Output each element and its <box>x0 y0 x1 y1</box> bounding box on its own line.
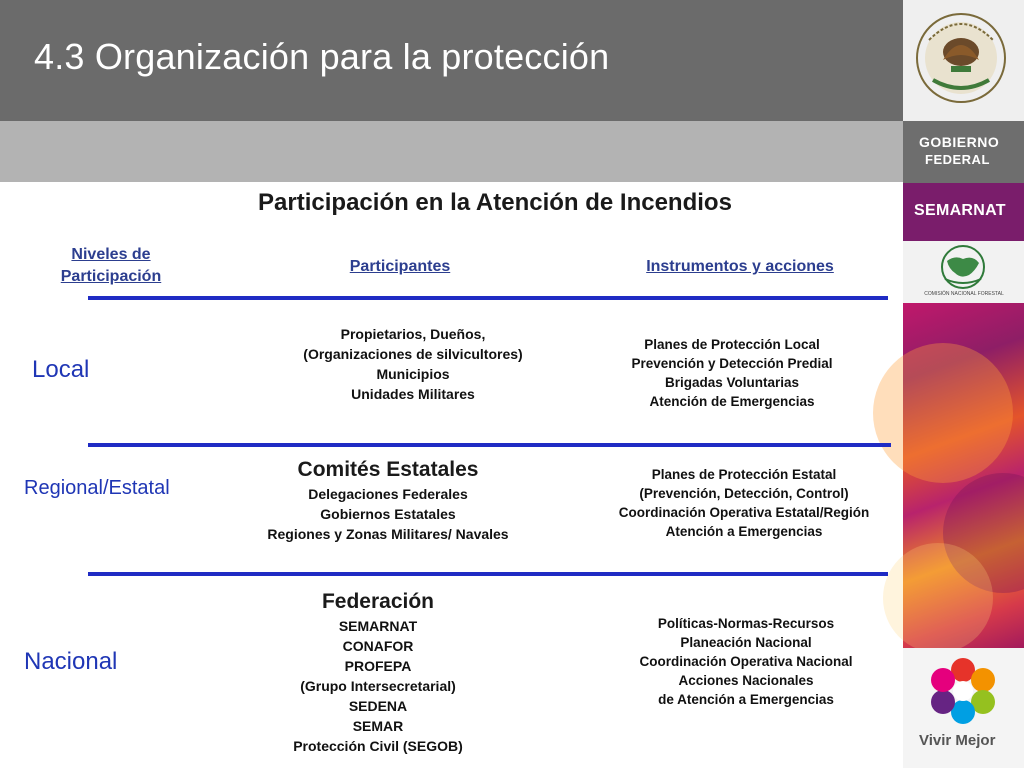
local-participant: Municipios <box>376 366 450 382</box>
nacional-participant: SEMAR <box>352 718 404 734</box>
conafor-logo <box>903 241 1024 303</box>
gobierno-line1: GOBIERNO <box>919 134 1000 150</box>
nacional-action: Planeación Nacional <box>680 635 812 650</box>
nacional-participant: (Grupo Intersecretarial) <box>300 678 456 694</box>
regional-action: (Prevención, Detección, Control) <box>639 486 849 501</box>
level-regional: Regional/Estatal <box>24 477 170 499</box>
chart-heading: Participación en la Atención de Incendios <box>258 189 732 216</box>
local-action: Planes de Protección Local <box>644 337 820 352</box>
flower-logo-icon <box>903 648 1024 732</box>
regional-participant: Delegaciones Federales <box>308 486 468 502</box>
regional-participant: Regiones y Zonas Militares/ Navales <box>267 526 509 542</box>
local-action: Brigadas Voluntarias <box>664 375 800 390</box>
instrumentos-header: Instrumentos y acciones <box>646 258 834 275</box>
nacional-participants-heading: Federación <box>321 590 435 613</box>
decorative-art-panel <box>903 303 1024 648</box>
nacional-actions <box>600 614 892 709</box>
nacional-participant: SEDENA <box>348 698 408 714</box>
nacional-participant: SEMARNAT <box>338 618 418 634</box>
slide-title: 4.3 Organización para la protección <box>34 36 610 77</box>
local-participant: (Organizaciones de silvicultores) <box>303 346 523 362</box>
nacional-participant: Protección Civil (SEGOB) <box>293 738 463 754</box>
vivir-mejor-label: Vivir Mejor <box>919 732 996 749</box>
divider-line-3 <box>88 572 888 576</box>
eagle-seal-icon <box>903 0 1024 121</box>
local-participant: Propietarios, Dueños, <box>340 326 486 342</box>
local-action: Prevención y Detección Predial <box>631 356 833 371</box>
regional-participant: Gobiernos Estatales <box>320 506 456 522</box>
divider-line-2 <box>88 443 891 447</box>
vivir-mejor-logo <box>903 648 1024 768</box>
level-nacional: Nacional <box>24 648 118 675</box>
regional-participants <box>220 456 556 544</box>
local-participant: Unidades Militares <box>351 386 475 402</box>
regional-action: Atención a Emergencias <box>665 524 823 539</box>
subtitle-band <box>0 121 903 182</box>
gobierno-federal-logo <box>903 121 1024 183</box>
nacional-participants <box>258 588 498 756</box>
niveles-header-line1: Niveles de <box>71 246 151 263</box>
niveles-header-line2: Participación <box>60 268 162 285</box>
sidebar <box>903 0 1024 768</box>
semarnat-logo <box>903 183 1024 241</box>
conafor-caption: COMISIÓN NACIONAL FORESTAL <box>924 291 1004 297</box>
gobierno-line2: FEDERAL <box>925 152 990 167</box>
regional-action: Coordinación Operativa Estatal/Región <box>618 505 870 520</box>
nacional-action: Coordinación Operativa Nacional <box>639 654 853 669</box>
regional-action: Planes de Protección Estatal <box>651 467 837 482</box>
nacional-action: de Atención a Emergencias <box>658 692 834 707</box>
local-actions <box>590 335 874 411</box>
regional-actions <box>584 465 904 541</box>
semarnat-label: SEMARNAT <box>914 202 1006 219</box>
national-seal-logo <box>903 0 1024 121</box>
niveles-header <box>30 244 192 288</box>
divider-line-1 <box>88 296 888 300</box>
title-bar <box>0 0 903 121</box>
regional-participants-heading: Comités Estatales <box>297 458 479 481</box>
nacional-action: Políticas-Normas-Recursos <box>657 616 835 631</box>
nacional-action: Acciones Nacionales <box>678 673 814 688</box>
level-local: Local <box>32 356 90 383</box>
local-participants <box>230 324 596 404</box>
participantes-header: Participantes <box>349 258 451 275</box>
local-action: Atención de Emergencias <box>649 394 815 409</box>
nacional-participant: PROFEPA <box>344 658 412 674</box>
nacional-participant: CONAFOR <box>342 638 414 654</box>
